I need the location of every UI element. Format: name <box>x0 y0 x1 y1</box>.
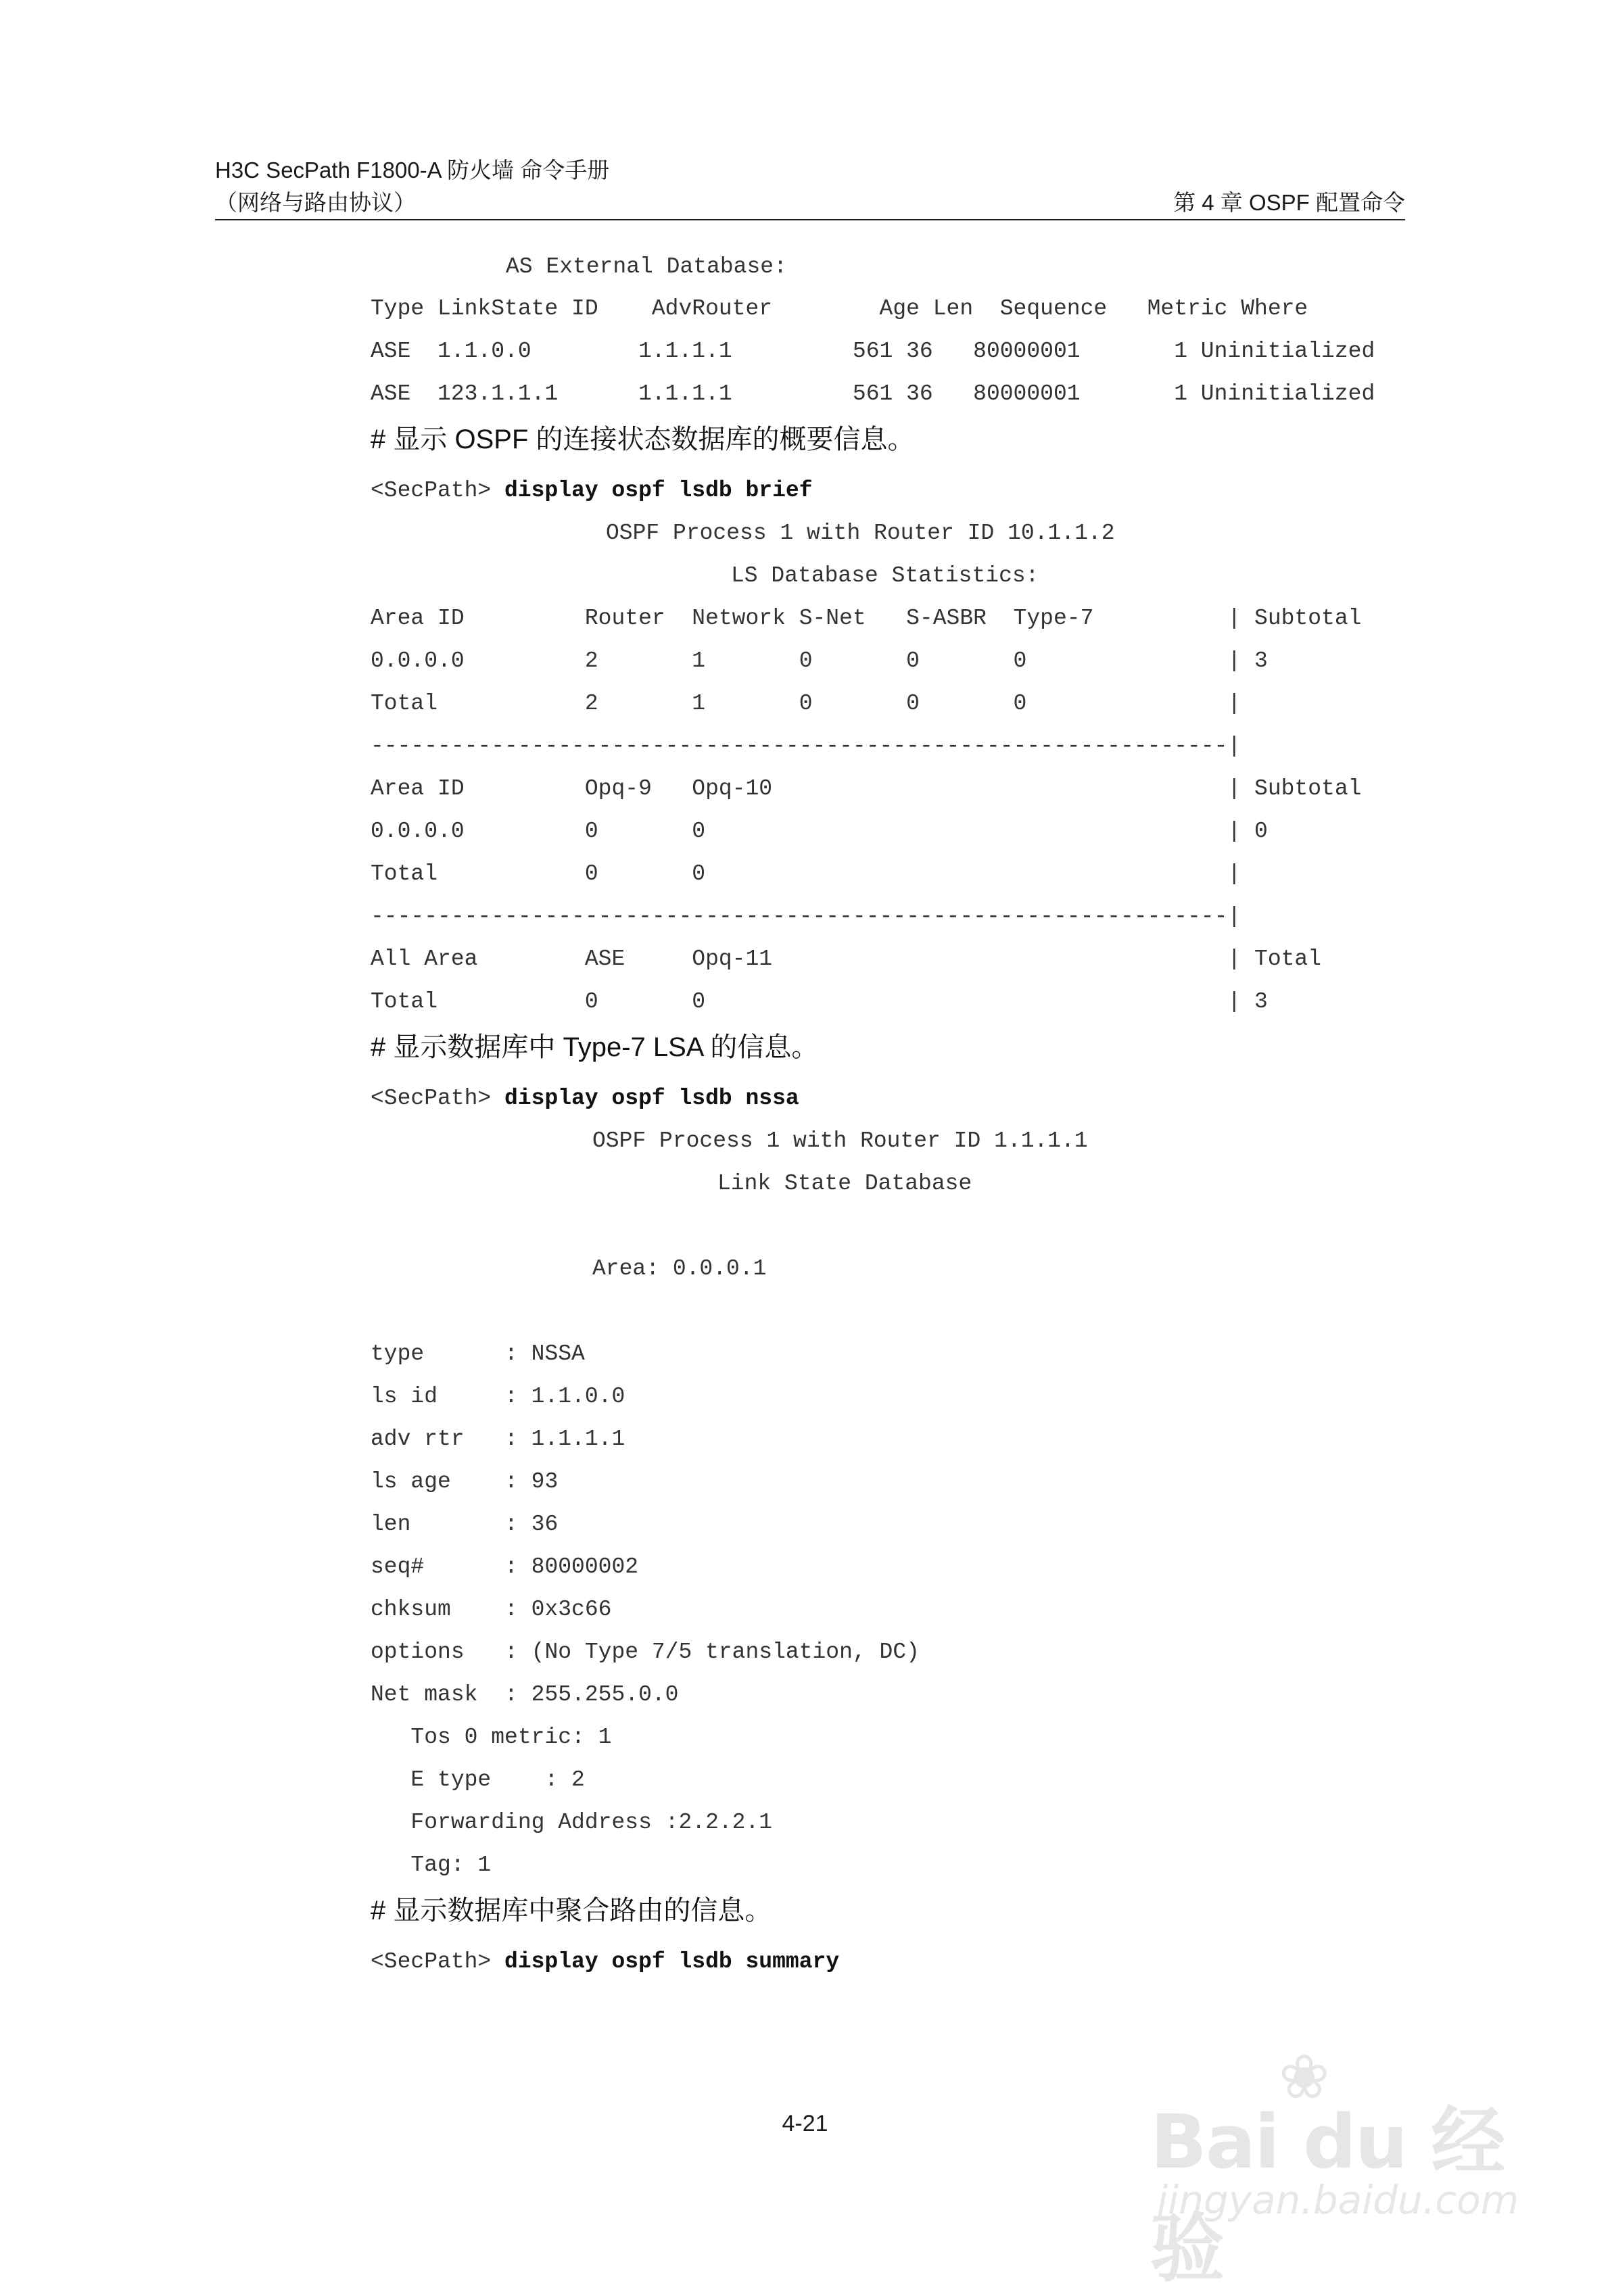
nssa-field: options : (No Type 7/5 translation, DC) <box>371 1640 920 1665</box>
prompt: <SecPath> <box>371 1086 505 1111</box>
ase-db-header: Type LinkState ID AdvRouter Age Len Sequence Metric Where <box>371 296 1308 321</box>
header-title-line2: （网络与路由协议） <box>215 190 416 215</box>
paw-icon: ❀ <box>1279 2044 1330 2111</box>
watermark-site: jingyan.baidu.com <box>1157 2177 1519 2223</box>
command-line-summary <box>371 1940 1452 1983</box>
nssa-db-title: Link State Database <box>717 1171 972 1196</box>
prompt: <SecPath> <box>371 1949 505 1974</box>
brief-separator: ----------------------------------------------------------------| <box>371 904 1241 929</box>
header-chapter: 第 4 章 OSPF 配置命令 <box>1173 190 1405 215</box>
nssa-area: Area: 0.0.0.1 <box>592 1256 767 1281</box>
nssa-field: Net mask : 255.255.0.0 <box>371 1682 679 1707</box>
nssa-field: seq# : 80000002 <box>371 1554 639 1579</box>
header-divider <box>215 219 1405 220</box>
brief-line: Total 0 0 | <box>371 861 1241 886</box>
brief-line: 0.0.0.0 0 0 | 0 <box>371 819 1268 844</box>
ase-db-row: ASE 1.1.0.0 1.1.1.1 561 36 80000001 1 Uninitialized <box>371 339 1375 364</box>
brief-line: All Area ASE Opq-11 | Total <box>371 947 1322 972</box>
brief-separator: ----------------------------------------------------------------| <box>371 734 1241 759</box>
ase-db-row: ASE 123.1.1.1 1.1.1.1 561 36 80000001 1 Uninitialized <box>371 381 1375 406</box>
nssa-field: type : NSSA <box>371 1341 585 1366</box>
nssa-field: len : 36 <box>371 1512 559 1537</box>
spacer <box>371 1290 1452 1333</box>
prompt: <SecPath> <box>371 478 505 503</box>
command-text: display ospf lsdb brief <box>504 478 813 503</box>
comment-summary: # 显示数据库中聚合路由的信息。 <box>371 1896 772 1926</box>
brief-stats-title: LS Database Statistics: <box>731 563 1039 588</box>
command-text: display ospf lsdb summary <box>504 1949 840 1974</box>
nssa-field: Forwarding Address :2.2.2.1 <box>371 1810 773 1835</box>
brief-process: OSPF Process 1 with Router ID 10.1.1.2 <box>606 521 1115 546</box>
comment-brief: # 显示 OSPF 的连接状态数据库的概要信息。 <box>371 425 915 454</box>
nssa-field: Tag: 1 <box>371 1852 492 1878</box>
nssa-field: adv rtr : 1.1.1.1 <box>371 1427 625 1452</box>
nssa-field: ls age : 93 <box>371 1469 559 1494</box>
ase-db-title: AS External Database: <box>506 254 787 279</box>
nssa-field: chksum : 0x3c66 <box>371 1597 612 1622</box>
brief-line: Area ID Router Network S-Net S-ASBR Type-7 | Subtotal <box>371 606 1362 631</box>
watermark <box>1150 2042 1529 2292</box>
spacer <box>371 1205 1452 1247</box>
brief-line: Area ID Opq-9 Opq-10 | Subtotal <box>371 776 1362 801</box>
nssa-field: Tos 0 metric: 1 <box>371 1725 612 1750</box>
command-line-nssa <box>371 1077 1452 1120</box>
nssa-process: OSPF Process 1 with Router ID 1.1.1.1 <box>592 1128 1088 1153</box>
page-number: 4-21 <box>782 2111 828 2136</box>
watermark-logo: Bai du 经验 <box>1150 2099 1505 2292</box>
command-line-brief <box>371 469 1452 512</box>
comment-nssa: # 显示数据库中 Type-7 LSA 的信息。 <box>371 1032 819 1062</box>
header-title <box>215 154 609 219</box>
command-text: display ospf lsdb nssa <box>504 1086 799 1111</box>
header-title-line1: H3C SecPath F1800-A 防火墙 命令手册 <box>215 158 610 183</box>
nssa-field: E type : 2 <box>371 1767 585 1792</box>
brief-line: Total 0 0 | 3 <box>371 989 1268 1014</box>
brief-line: Total 2 1 0 0 0 | <box>371 691 1241 716</box>
brief-line: 0.0.0.0 2 1 0 0 0 | 3 <box>371 648 1268 673</box>
document-body <box>371 247 1452 1983</box>
nssa-field: ls id : 1.1.0.0 <box>371 1384 625 1409</box>
